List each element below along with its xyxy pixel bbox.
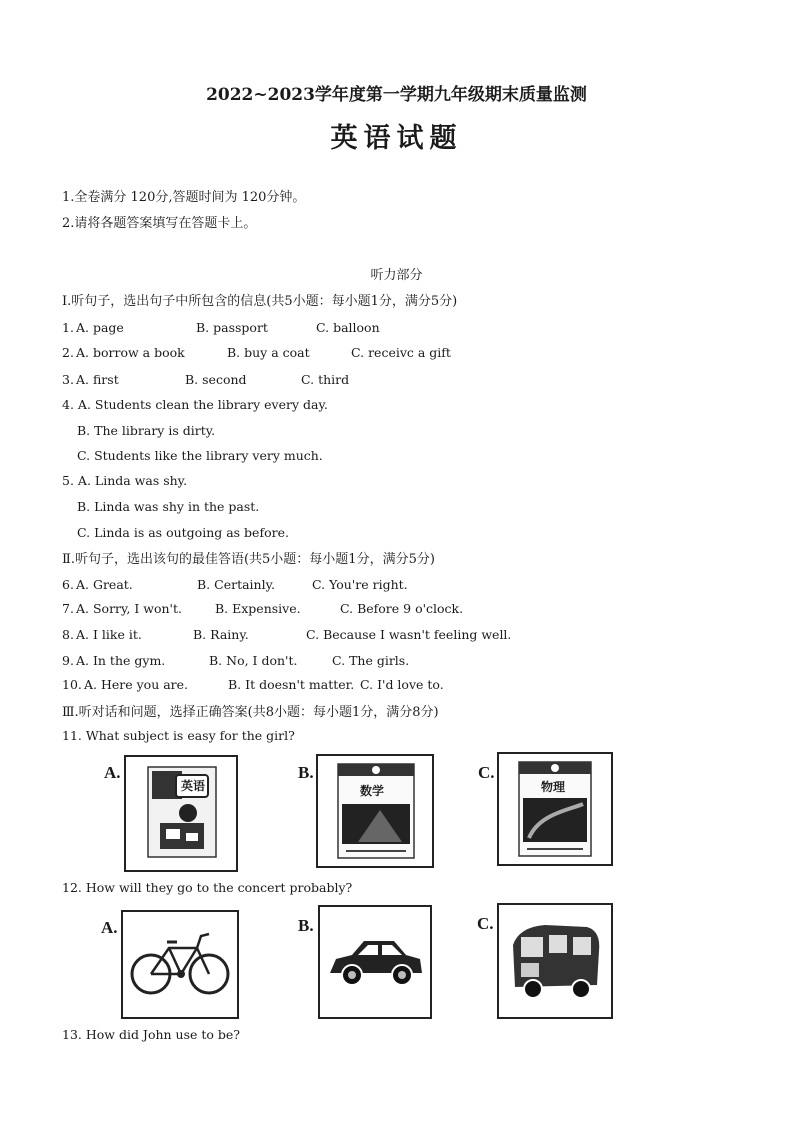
option-a: A. page — [76, 320, 124, 335]
question-7 — [62, 601, 464, 616]
question-number: 10. — [62, 677, 82, 692]
option-c: C. The girls. — [332, 653, 410, 668]
option-c: C. receivc a gift — [351, 345, 451, 360]
note-2: 2.请将各题答案填写在答题卡上。 — [62, 216, 257, 231]
q11-book-b-title: 数学 — [360, 784, 385, 798]
option-b: B. It doesn't matter. — [228, 677, 355, 692]
bus-icon — [499, 905, 611, 1017]
q11-image-c-physics-book — [497, 752, 613, 866]
q11-label-b: B. — [298, 763, 314, 782]
q12-label-b: B. — [298, 916, 314, 935]
car-icon — [320, 907, 430, 1017]
q11-label-a: A. — [104, 763, 121, 782]
part3-heading: Ⅲ.听对话和问题，选择正确答案(共8小题：每小题1分，满分8分) — [62, 705, 439, 720]
option-b: B. passport — [196, 320, 268, 335]
math-book-icon — [318, 756, 432, 866]
exam-title: 2022~2023学年度第一学期九年级期末质量监测 — [206, 85, 587, 105]
option-a: A. Linda was shy. — [77, 473, 188, 488]
part2-heading: Ⅱ.听句子，选出该句的最佳答语(共5小题：每小题1分，满分5分) — [62, 552, 435, 567]
question-4-option-c: C. Students like the library very much. — [77, 448, 323, 463]
question-number: 7. — [62, 601, 74, 616]
question-10 — [62, 677, 444, 692]
q12-image-a-bicycle — [121, 910, 239, 1019]
question-5 — [62, 473, 187, 488]
option-b: B. second — [185, 372, 247, 387]
question-number: 8. — [62, 627, 74, 642]
option-a: A. Sorry, I won't. — [76, 601, 182, 616]
note-1: 1.全卷满分 120分,答题时间为 120分钟。 — [62, 190, 306, 205]
option-a: A. Here you are. — [84, 677, 189, 692]
question-4 — [62, 397, 328, 412]
question-3 — [62, 372, 350, 387]
q12-image-b-car — [318, 905, 432, 1019]
question-13-text: 13. How did John use to be? — [62, 1027, 240, 1042]
question-9 — [62, 653, 410, 668]
question-6 — [62, 577, 408, 592]
question-11-text: 11. What subject is easy for the girl? — [62, 728, 295, 743]
q11-book-c-title: 物理 — [541, 780, 566, 794]
question-12-text: 12. How will they go to the concert probably? — [62, 880, 353, 895]
question-number: 6. — [62, 577, 74, 592]
question-5-option-b: B. Linda was shy in the past. — [77, 499, 260, 514]
option-b: B. Rainy. — [193, 627, 249, 642]
option-a: A. borrow a book — [76, 345, 185, 360]
option-c: C. balloon — [316, 320, 380, 335]
question-number: 3. — [62, 372, 74, 387]
question-8 — [62, 627, 512, 642]
q11-image-b-math-book — [316, 754, 434, 868]
option-c: C. You're right. — [312, 577, 408, 592]
listening-heading: 听力部分 — [370, 268, 423, 283]
option-a: A. Great. — [76, 577, 133, 592]
english-book-icon — [126, 757, 236, 870]
physics-book-icon — [499, 754, 611, 864]
q11-label-c: C. — [478, 763, 495, 782]
option-a: A. first — [76, 372, 119, 387]
q11-image-a-english-book — [124, 755, 238, 872]
option-a: A. I like it. — [76, 627, 142, 642]
option-a: A. In the gym. — [76, 653, 166, 668]
question-number: 2. — [62, 345, 74, 360]
q12-label-c: C. — [477, 914, 494, 933]
bicycle-icon — [123, 912, 237, 1017]
q12-image-c-bus — [497, 903, 613, 1019]
question-number: 1. — [62, 320, 74, 335]
option-c: C. I'd love to. — [360, 677, 444, 692]
option-c: C. third — [301, 372, 350, 387]
question-5-option-c: C. Linda is as outgoing as before. — [77, 525, 289, 540]
option-c: C. Before 9 o'clock. — [340, 601, 464, 616]
option-b: B. Expensive. — [215, 601, 301, 616]
option-b: B. buy a coat — [227, 345, 310, 360]
option-b: B. No, I don't. — [209, 653, 298, 668]
part1-heading: Ⅰ.听句子，选出句子中所包含的信息(共5小题：每小题1分，满分5分) — [62, 294, 458, 309]
question-1 — [62, 320, 380, 335]
exam-subject: 英语试题 — [330, 123, 463, 154]
question-number: 9. — [62, 653, 74, 668]
option-b: B. Certainly. — [197, 577, 275, 592]
q12-label-a: A. — [101, 918, 118, 937]
option-a: A. Students clean the library every day. — [77, 397, 328, 412]
question-2 — [62, 345, 451, 360]
option-c: C. Because I wasn't feeling well. — [306, 627, 512, 642]
question-number: 4. — [62, 397, 74, 412]
question-4-option-b: B. The library is dirty. — [77, 423, 216, 438]
question-number: 5. — [62, 473, 74, 488]
q11-book-a-title: 英语 — [181, 779, 206, 793]
